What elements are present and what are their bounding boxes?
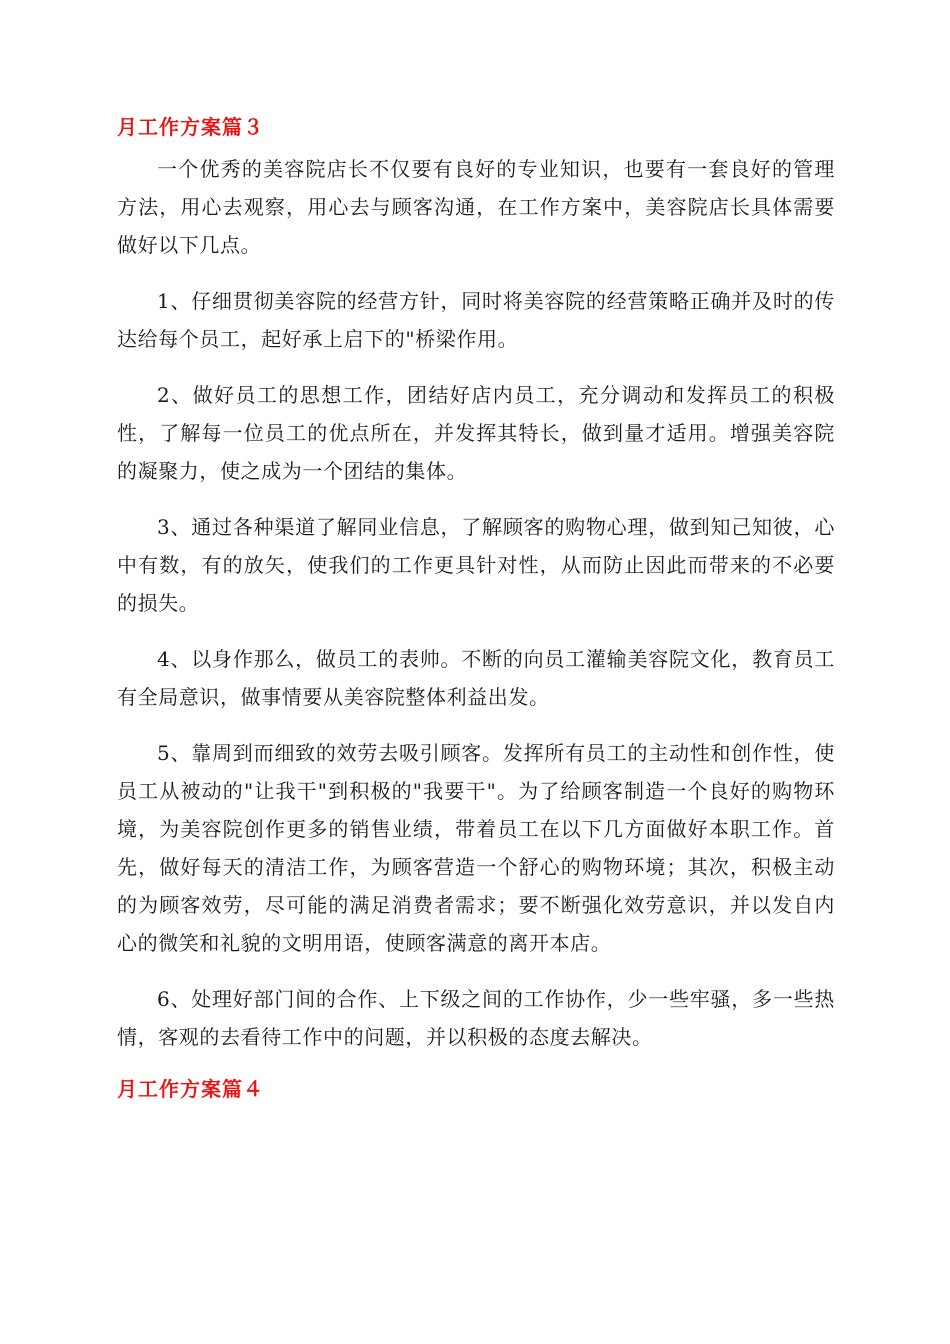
- paragraph-item-6: 6、处理好部门间的合作、上下级之间的工作协作，少一些牢骚，多一些热情，客观的去看待工作中的问题，并以积极的态度去解决。: [117, 987, 835, 1049]
- paragraph-item-2: 2、做好员工的思想工作，团结好店内员工，充分调动和发挥员工的积极性，了解每一位员工的优点所在，并发挥其特长，做到量才适用。增强美容院的凝聚力，使之成为一个团结的集体。: [117, 383, 835, 483]
- paragraph-item-3: 3、通过各种渠道了解同业信息，了解顾客的购物心理，做到知己知彼，心中有数，有的放矢，使我们的工作更具针对性，从而防止因此而带来的不必要的损失。: [117, 515, 835, 615]
- paragraph-item-1: 1、仔细贯彻美容院的经营方针，同时将美容院的经营策略正确并及时的传达给每个员工，起好承上启下的"桥梁作用。: [117, 289, 835, 351]
- intro-paragraph: 一个优秀的美容院店长不仅要有良好的专业知识，也要有一套良好的管理方法，用心去观察，用心去与顾客沟通，在工作方案中，美容院店长具体需要做好以下几点。: [117, 157, 835, 257]
- section-heading-3: 月工作方案篇３: [117, 115, 264, 139]
- document-page: [117, 112, 835, 1104]
- paragraph-item-4: 4、以身作那么，做员工的表帅。不断的向员工灌输美容院文化，教育员工有全局意识，做事情要从美容院整体利益出发。: [117, 647, 835, 709]
- section-heading-4: 月工作方案篇４: [117, 1077, 264, 1101]
- paragraph-item-5: 5、靠周到而细致的效劳去吸引顾客。发挥所有员工的主动性和创作性，使员工从被动的"让我干"到积极的"我要干"。为了给顾客制造一个良好的购物环境，为美容院创作更多的销售业绩，带着员工在以下几方面做好本职工作。首先，做好每天的清洁工作，为顾客营造一个舒心的购物环境；其次，积极主动的为顾客效劳，尽可能的满足消费者需求；要不断强化效劳意识，并以发自内心的微笑和礼貌的文明用语，使顾客满意的离开本店。: [117, 741, 835, 955]
